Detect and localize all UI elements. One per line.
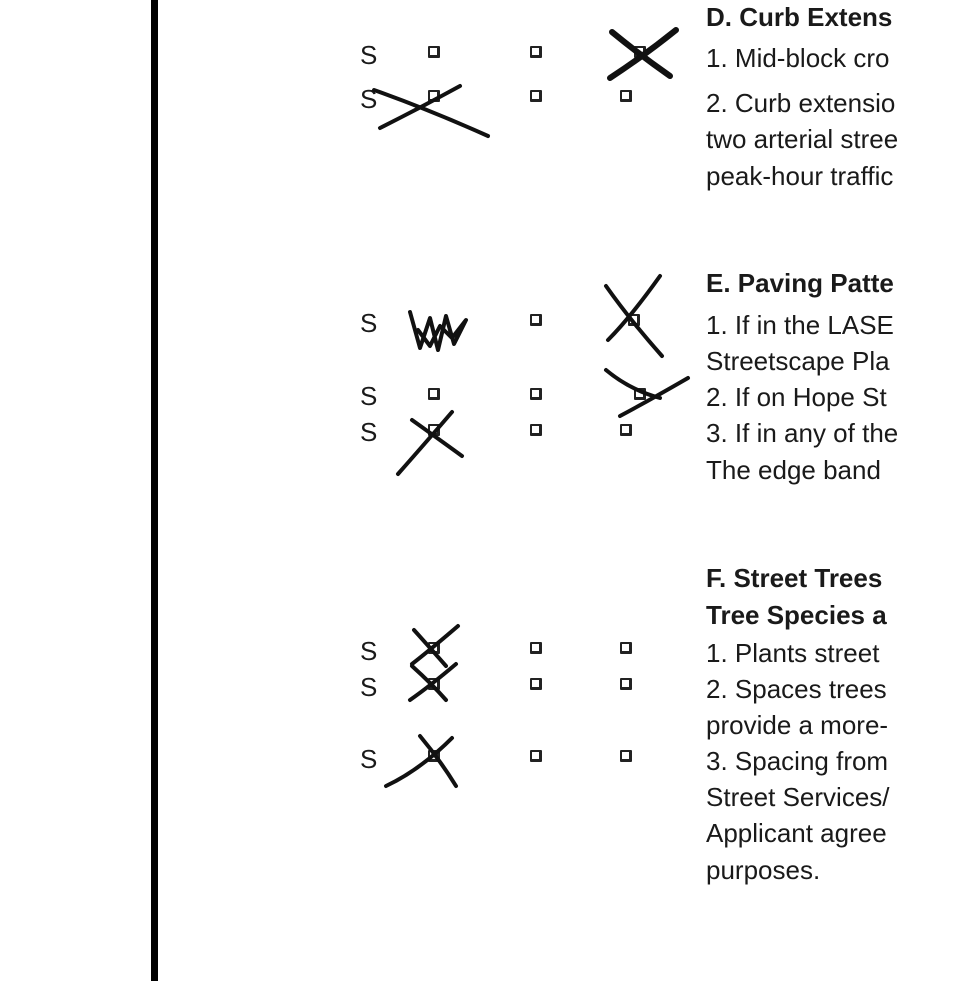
status-s: S <box>360 381 378 411</box>
handwritten-x-mark <box>380 86 460 128</box>
checkbox[interactable] <box>530 678 542 690</box>
handwritten-x-mark <box>386 738 452 786</box>
item-e1-line2: Streetscape Pla <box>706 346 890 376</box>
handwritten-x-mark <box>608 276 660 340</box>
item-f3-line3: Applicant agree <box>706 818 887 848</box>
status-s: S <box>360 84 378 114</box>
checkbox[interactable] <box>620 750 632 762</box>
page-border <box>151 0 158 981</box>
status-s: S <box>360 308 378 338</box>
status-s: S <box>360 672 378 702</box>
checkbox[interactable] <box>428 642 440 654</box>
checkbox[interactable] <box>634 46 646 58</box>
status-s: S <box>360 417 378 447</box>
item-f3-line4: purposes. <box>706 855 821 885</box>
item-e3-line1: 3. If in any of the <box>706 418 899 448</box>
section-d-heading: D. Curb Extens <box>706 2 893 32</box>
checkbox[interactable] <box>530 642 542 654</box>
handwritten-scribble-mark <box>410 312 466 350</box>
status-s: S <box>360 744 378 774</box>
checkbox[interactable] <box>530 46 542 58</box>
checkbox[interactable] <box>530 90 542 102</box>
handwritten-x-mark <box>620 378 688 416</box>
checkbox[interactable] <box>620 642 632 654</box>
item-e1-line1: 1. If in the LASE <box>706 310 894 340</box>
item-d1: 1. Mid-block cro <box>706 43 890 73</box>
checkbox[interactable] <box>428 46 440 58</box>
item-d2-line3: peak-hour traffic <box>706 161 894 191</box>
item-f1: 1. Plants street <box>706 638 880 668</box>
item-f2-line1: 2. Spaces trees <box>706 674 887 704</box>
section-f-heading: F. Street Trees <box>706 563 883 593</box>
item-d2-line1: 2. Curb extensio <box>706 88 896 118</box>
checkbox[interactable] <box>428 678 440 690</box>
checkbox[interactable] <box>620 424 632 436</box>
checkbox[interactable] <box>428 750 440 762</box>
checkbox[interactable] <box>530 424 542 436</box>
checkbox[interactable] <box>428 424 440 436</box>
item-f2-line2: provide a more- <box>706 710 889 740</box>
item-d2-line2: two arterial stree <box>706 124 899 154</box>
checkbox[interactable] <box>620 90 632 102</box>
status-s: S <box>360 636 378 666</box>
item-e3-line2: The edge band <box>706 455 881 485</box>
section-e-heading: E. Paving Patte <box>706 268 894 298</box>
item-f3-line2: Street Services/ <box>706 782 890 812</box>
checkbox[interactable] <box>428 90 440 102</box>
handwritten-x-mark <box>606 370 660 398</box>
item-f3-line1: 3. Spacing from <box>706 746 889 776</box>
item-e2: 2. If on Hope St <box>706 382 887 412</box>
checkbox[interactable] <box>428 388 440 400</box>
checkbox[interactable] <box>628 314 640 326</box>
checkbox[interactable] <box>620 678 632 690</box>
status-s: S <box>360 40 378 70</box>
checkbox[interactable] <box>634 388 646 400</box>
checkbox[interactable] <box>530 750 542 762</box>
checkbox[interactable] <box>530 388 542 400</box>
checkbox[interactable] <box>530 314 542 326</box>
section-f-subheading: Tree Species a <box>706 600 887 630</box>
handwritten-x-mark <box>398 412 452 474</box>
